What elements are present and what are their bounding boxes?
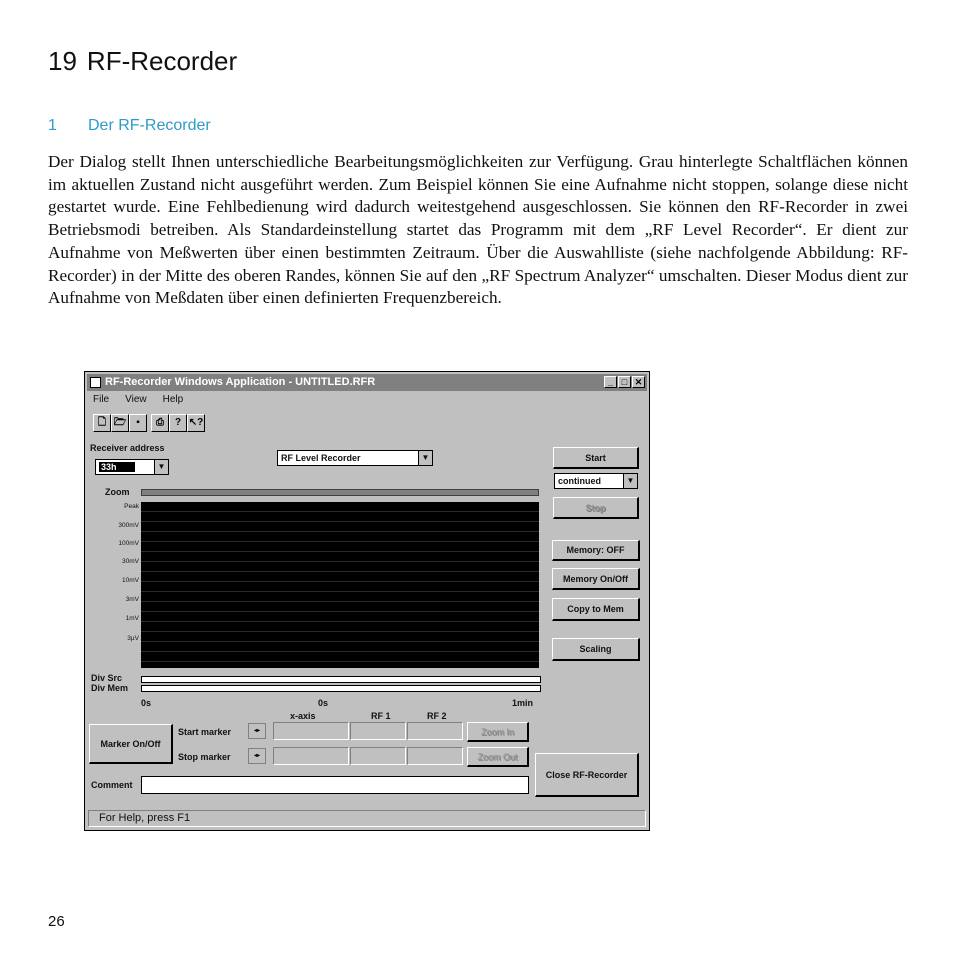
start-marker-spinner[interactable]: ◂▸	[248, 723, 266, 739]
zoom-out-button[interactable]: Zoom Out	[467, 747, 529, 767]
div-mem-bar[interactable]	[141, 685, 541, 692]
menu-help[interactable]: Help	[162, 394, 184, 405]
continued-value: continued	[558, 476, 601, 486]
start-marker-label: Start marker	[178, 727, 232, 737]
start-marker-rf1-cell	[350, 722, 406, 740]
receiver-address-select[interactable]	[95, 459, 169, 475]
close-window-button[interactable]: ✕	[632, 376, 645, 388]
chevron-down-icon: ▼	[418, 451, 432, 465]
col-x-axis-label: x-axis	[290, 711, 316, 721]
receiver-address-value: 33h	[99, 462, 135, 472]
level-plot-area[interactable]	[141, 502, 539, 668]
y-axis-label: 3µV	[127, 635, 139, 642]
memory-off-button[interactable]: Memory: OFF	[552, 540, 640, 561]
zoom-bar[interactable]	[141, 489, 539, 496]
help-icon[interactable]: ?	[169, 414, 187, 432]
y-axis-label: Peak	[124, 503, 139, 510]
stop-marker-rf2-cell	[407, 747, 463, 765]
stop-marker-x-cell	[273, 747, 349, 765]
menu-file[interactable]: File	[93, 394, 110, 405]
time-end-label: 1min	[512, 698, 534, 708]
zoom-in-button[interactable]: Zoom In	[467, 722, 529, 742]
col-rf2-label: RF 2	[427, 711, 447, 721]
time-mid-label: 0s	[318, 698, 329, 708]
stop-marker-label: Stop marker	[178, 752, 231, 762]
chapter-title: RF-Recorder	[86, 46, 238, 76]
stop-marker-spinner[interactable]: ◂▸	[248, 748, 266, 764]
rf-recorder-window	[84, 371, 650, 831]
memory-onoff-button[interactable]: Memory On/Off	[552, 568, 640, 590]
title-bar[interactable]	[87, 374, 647, 391]
start-marker-x-cell	[273, 722, 349, 740]
comment-label: Comment	[91, 780, 133, 790]
save-icon[interactable]: ▪	[129, 414, 147, 432]
toolbar	[93, 414, 205, 432]
menu-bar	[93, 394, 183, 405]
y-axis-label: 30mV	[122, 558, 139, 565]
y-axis-label: 10mV	[122, 577, 139, 584]
new-file-icon[interactable]: 🗋	[93, 414, 111, 432]
continued-select[interactable]	[554, 473, 638, 489]
stop-button[interactable]: Stop	[553, 497, 639, 519]
chapter-number: 19	[48, 46, 77, 76]
app-icon	[90, 377, 101, 388]
copy-to-mem-button[interactable]: Copy to Mem	[552, 598, 640, 621]
zoom-label: Zoom	[105, 487, 130, 497]
y-axis-label: 100mV	[118, 540, 139, 547]
chevron-down-icon: ▼	[623, 474, 637, 488]
chevron-down-icon: ▼	[154, 460, 168, 474]
mode-value: RF Level Recorder	[281, 453, 361, 463]
minimize-button[interactable]: _	[604, 376, 617, 388]
comment-input[interactable]	[141, 776, 529, 794]
window-title: RF-Recorder Windows Application - UNTITLED.RFR	[105, 376, 376, 388]
y-axis-label: 1mV	[125, 615, 139, 622]
mode-select[interactable]	[277, 450, 433, 466]
page-number: 26	[48, 913, 65, 930]
context-help-icon[interactable]: ↖?	[187, 414, 205, 432]
stop-marker-rf1-cell	[350, 747, 406, 765]
div-mem-label: Div Mem	[91, 683, 129, 693]
print-icon[interactable]: ⎙	[151, 414, 169, 432]
chapter-heading	[48, 46, 237, 77]
marker-onoff-button[interactable]: Marker On/Off	[89, 724, 173, 764]
receiver-address-label: Receiver address	[90, 443, 165, 453]
div-src-bar[interactable]	[141, 676, 541, 683]
section-title: Der RF-Recorder	[88, 117, 211, 134]
menu-view[interactable]: View	[125, 394, 147, 405]
y-axis-label: 300mV	[118, 522, 139, 529]
status-bar: For Help, press F1	[88, 810, 646, 827]
section-heading	[48, 117, 211, 135]
time-start-label: 0s	[141, 698, 152, 708]
start-marker-rf2-cell	[407, 722, 463, 740]
maximize-button[interactable]: □	[618, 376, 631, 388]
close-rf-recorder-button[interactable]: Close RF-Recorder	[535, 753, 639, 797]
col-rf1-label: RF 1	[371, 711, 391, 721]
scaling-button[interactable]: Scaling	[552, 638, 640, 661]
body-paragraph: Der Dialog stellt Ihnen unterschiedliche Bearbeitungsmöglichkeiten zur Verfügung. Grau hinterlegte Schaltflächen können im aktuellen Zustand nicht ausgeführt werden. Zum Beispiel können Sie eine Aufnahme nicht stoppen, solange diese nicht gestartet wurde. Eine Fehlbedienung wird dadurch weitestgehend ausgeschlossen. Sie können den RF-Recorder in zwei Betriebsmodi betreiben. Als Standardeinstellung startet das Programm mit dem „RF Level Recorder“. Er dient zur Aufnahme von Meßwerten über einen bestimmten Zeitraum. Über die Auswahlliste (siehe nachfolgende Abbildung: RF-Recorder) in der Mitte des oberen Randes, können Sie auf den „RF Spectrum Analyzer“ umschalten. Dieser Modus dient zur Aufnahme von Meßdaten über einen definierten Frequenzbereich.	[48, 152, 908, 308]
section-number: 1	[48, 117, 57, 134]
start-button[interactable]: Start	[553, 447, 639, 469]
y-axis-label: 3mV	[125, 596, 139, 603]
div-src-label: Div Src	[91, 673, 123, 683]
open-folder-icon[interactable]: 🗁	[111, 414, 129, 432]
